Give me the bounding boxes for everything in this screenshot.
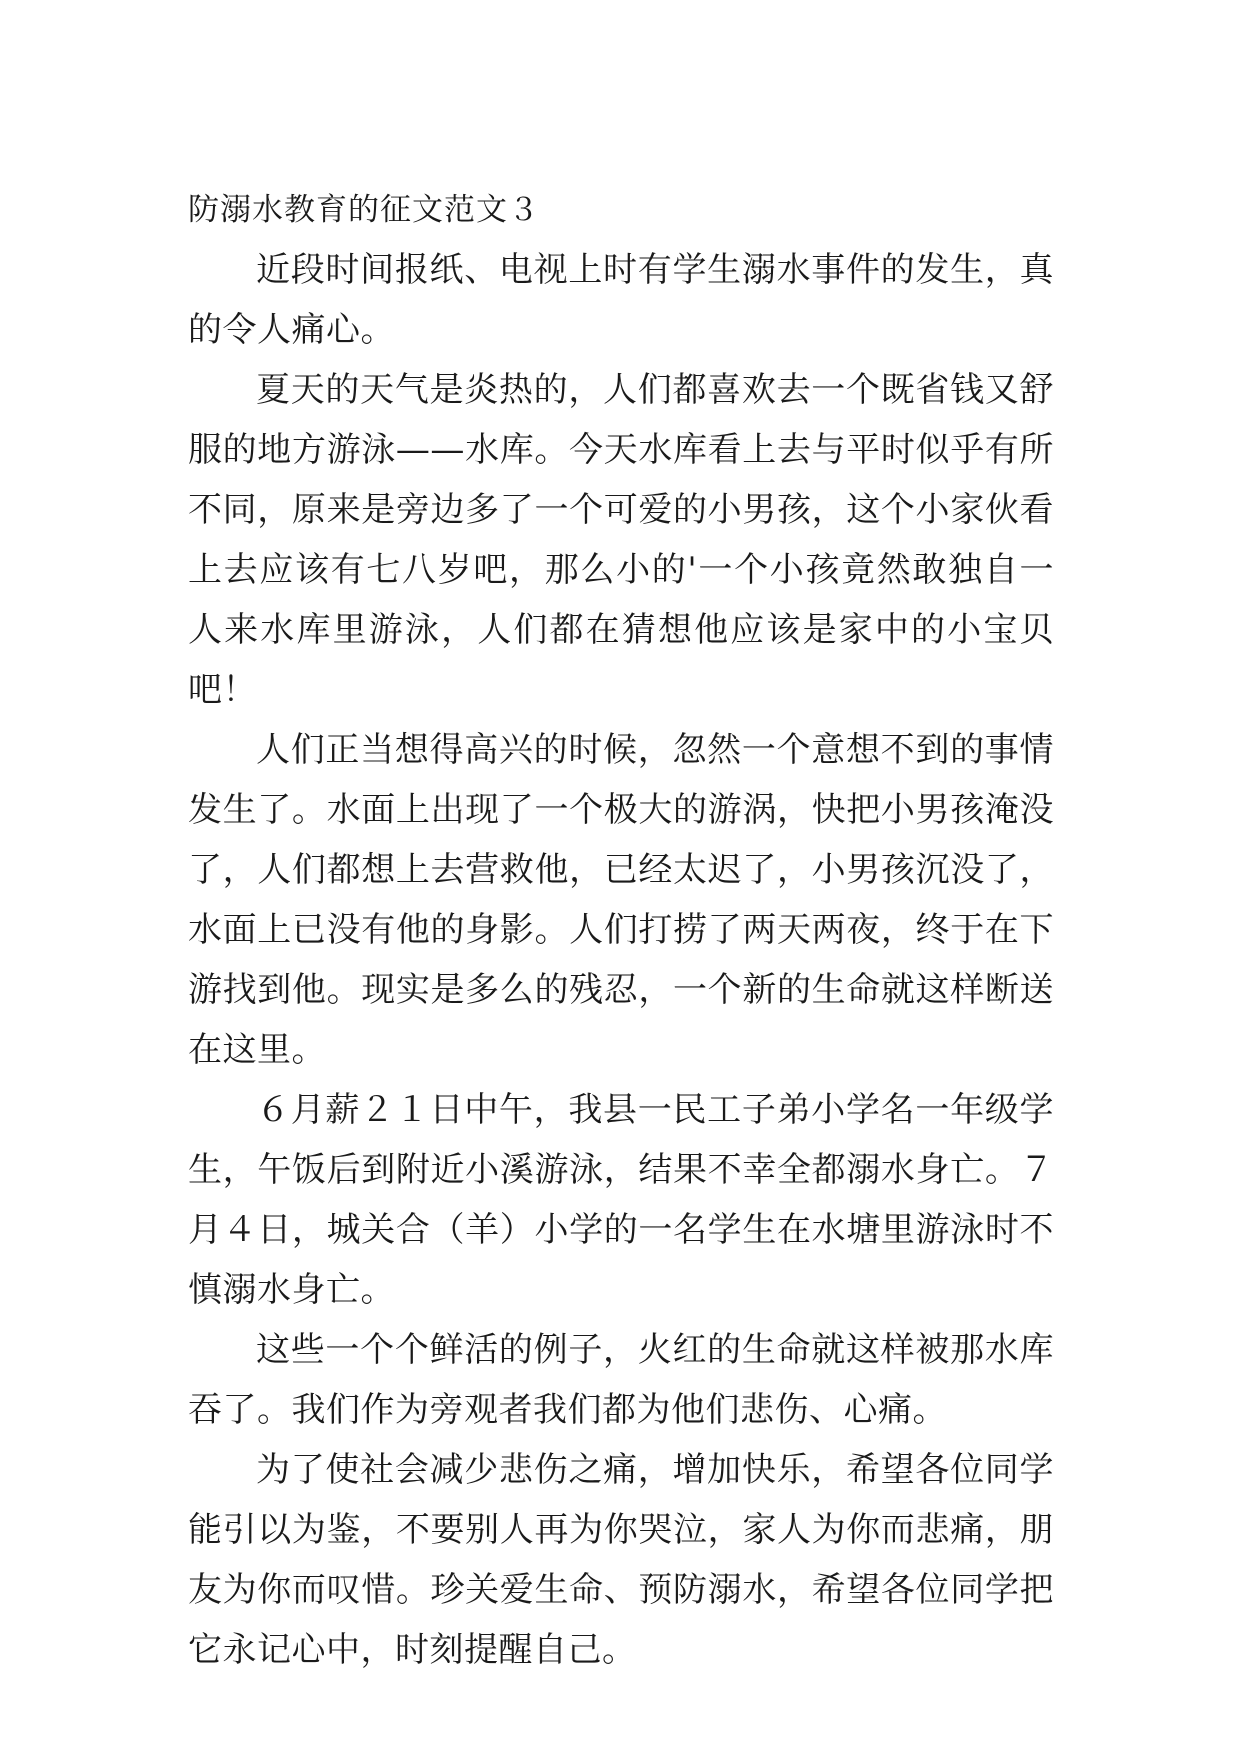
paragraph-1: 近段时间报纸、电视上时有学生溺水事件的发生，真的令人痛心。: [188, 250, 1054, 350]
paragraph-6: 为了使社会减少悲伤之痛，增加快乐，希望各位同学能引以为鉴，不要别人再为你哭泣，家人为你而悲痛，朋友为你而叹惜。珍关爱生命、预防溺水，希望各位同学把它永记心中，时刻提醒自己。: [188, 1450, 1054, 1670]
paragraph-5: 这些一个个鲜活的例子，火红的生命就这样被那水库吞了。我们作为旁观者我们都为他们悲伤、心痛。: [188, 1330, 1054, 1430]
paragraph-2: 夏天的天气是炎热的，人们都喜欢去一个既省钱又舒服的地方游泳——水库。今天水库看上去与平时似乎有所不同，原来是旁边多了一个可爱的小男孩，这个小家伙看上去应该有七八岁吧，那么小的'一个小孩竟然敢独自一人来水库里游泳，人们都在猜想他应该是家中的小宝贝吧！: [188, 370, 1054, 710]
paragraph-3: 人们正当想得高兴的时候，忽然一个意想不到的事情发生了。水面上出现了一个极大的游涡，快把小男孩淹没了，人们都想上去营救他，已经太迟了，小男孩沉没了，水面上已没有他的身影。人们打捞了两天两夜，终于在下游找到他。现实是多么的残忍，一个新的生命就这样断送在这里。: [188, 730, 1054, 1070]
document-body: [188, 180, 1054, 1680]
paragraph-4: ６月薪２１日中午，我县一民工子弟小学名一年级学生，午饭后到附近小溪游泳，结果不幸全都溺水身亡。７月４日，城关合（羊）小学的一名学生在水塘里游泳时不慎溺水身亡。: [188, 1090, 1054, 1310]
document-title: 防溺水教育的征文范文３: [188, 192, 540, 228]
